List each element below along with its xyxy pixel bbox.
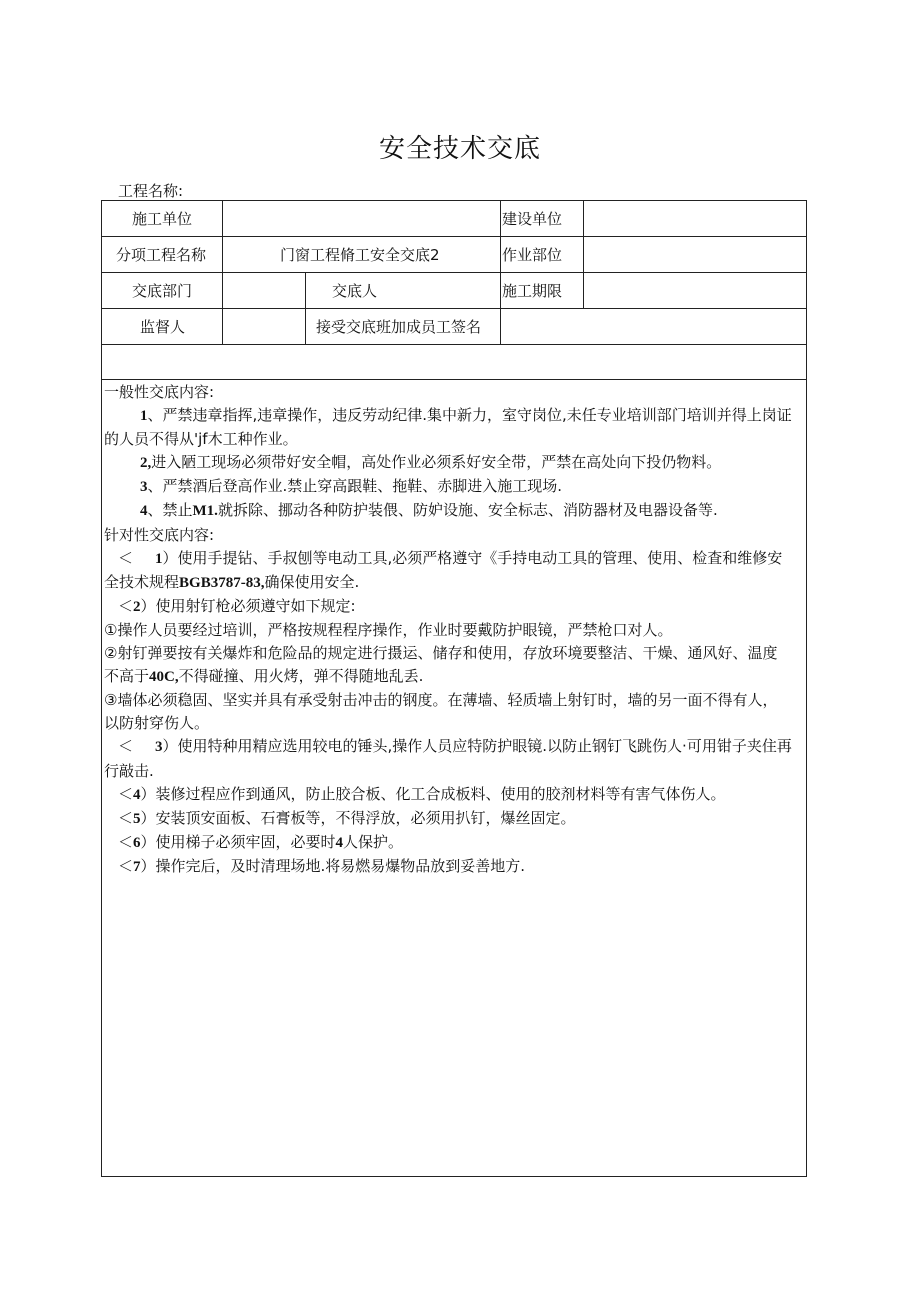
row-divider	[102, 272, 806, 273]
project-name-label: 工程名称:	[118, 182, 184, 200]
item-text: 、严禁违章指挥,违章操作，违反劳动纪律.集中新力，室守岗位,未任专业培训部门培训并得上岗证	[147, 406, 792, 425]
col-divider	[222, 201, 223, 344]
item-text: ）使用射钉枪必须遵守如下规定:	[140, 596, 356, 615]
item-text: ）安装顶安面板、石膏板等，不得浮放，必须用扒钉，爆丝固定。	[140, 808, 576, 827]
specific-item-3	[104, 735, 806, 759]
specific-item-6	[104, 831, 806, 855]
item-number: 4	[133, 786, 141, 803]
sub-project-value[interactable]: 门窗工程脩工安全交底2	[280, 246, 440, 264]
item-text: ）使用手提钻、手叔刨等电动工具,必须严格遵守《手持电动工具的管理、使用、检査和维修安	[162, 548, 783, 567]
general-item-2	[104, 451, 806, 475]
specific-item-4	[104, 783, 806, 807]
item-text: ）使用梯子必须牢固，必要时	[140, 832, 336, 851]
general-heading: 一般性交底内容:	[104, 383, 215, 401]
specific-item-1	[104, 547, 806, 571]
item-number: 2,	[140, 455, 152, 472]
item-text: 不高于	[104, 667, 150, 686]
item-prefix: ＜	[118, 808, 134, 827]
specific-item-2-sub-3-cont: 以防射穿伤人。	[104, 714, 210, 733]
item-bold: 40C,	[149, 669, 179, 686]
briefing-content	[102, 381, 806, 879]
item-text: 全技术规程	[104, 572, 180, 591]
item-text: 、严禁酒后登高作业.禁止穿高跟鞋、拖鞋、赤脚进入施工现场.	[147, 477, 563, 496]
item-number: 5	[133, 810, 141, 827]
row-divider	[102, 344, 806, 345]
supervisor-label: 监督人	[140, 318, 186, 336]
briefing-form	[101, 200, 807, 1177]
item-prefix: ＜	[118, 856, 134, 875]
specific-item-2-sub-1: ①操作人员要经过培训，严格按规程程序操作，作业时要戴防护眼镜，严禁枪口对人。	[104, 620, 673, 639]
signature-label: 接受交底班加成员工签名	[316, 318, 482, 336]
item-prefix: ＜	[118, 596, 134, 615]
construction-unit-label: 施工单位	[132, 210, 193, 228]
item-prefix: ＜	[118, 832, 134, 851]
general-item-1	[104, 404, 806, 428]
item-number: 1	[155, 550, 163, 567]
item-number: 1	[140, 408, 148, 425]
item-text: 确保使用安全.	[264, 572, 360, 591]
item-text: 、禁止	[147, 501, 193, 520]
row-divider	[102, 379, 806, 380]
row-divider	[102, 308, 806, 309]
specific-item-2-sub-2-cont	[104, 665, 806, 689]
item-prefix: ＜	[118, 737, 134, 756]
period-label: 施工期限	[502, 282, 563, 300]
specific-item-7	[104, 855, 806, 879]
specific-item-1-cont	[104, 571, 806, 595]
specific-item-2-sub-2: ②射钉弹要按有关爆炸和危险品的规定进行摄运、储存和使用，存放环境要整洁、干燥、通风好、温度	[104, 644, 778, 663]
specific-heading: 针对性交底内容:	[104, 525, 215, 544]
item-text: 不得碰撞、用火烤，弹不得随地乱丢.	[178, 667, 424, 686]
general-item-1-cont: 的人员不得从'jf木工种作业。	[104, 430, 298, 449]
document-title: 安全技术交底	[378, 134, 541, 164]
item-text: 就拆除、挪动各种防护装偎、防妒设施、安全标志、消防器材及电器设备等.	[217, 501, 718, 520]
col-divider	[583, 201, 584, 308]
col-divider	[500, 201, 501, 344]
specific-item-2-sub-3: ③墙体必须稳固、坚实并具有承受射击冲击的钢度。在薄墙、轻质墙上射钉时，墙的另一面不得有人，	[104, 691, 778, 710]
item-text: 进入陋工现场必须带好安全帽，高处作业必须系好安全带，严禁在高处向下投仍物料。	[151, 453, 722, 472]
item-number: 2	[133, 598, 141, 615]
builder-unit-label: 建设单位	[502, 210, 563, 228]
general-item-4	[104, 499, 806, 523]
item-bold: 4	[335, 834, 344, 851]
specific-item-5	[104, 807, 806, 831]
item-number: 3	[155, 739, 163, 756]
col-divider	[305, 272, 306, 344]
item-number: 3	[140, 479, 148, 496]
row-divider	[102, 236, 806, 237]
item-text: 人保护。	[343, 832, 404, 851]
work-area-label: 作业部位	[502, 246, 563, 264]
item-text: ）使用特种用精应选用较电的锤头,操作人员应特防护眼镜.以防止钢钉飞跳伤人·可用钳子夹住再	[162, 737, 792, 756]
general-item-3	[104, 475, 806, 499]
item-prefix: ＜	[118, 784, 134, 803]
briefer-label: 交底人	[332, 282, 378, 300]
item-number: 7	[133, 858, 141, 875]
item-text: ）操作完后，及时清理场地.将易燃易爆物品放到妥善地方.	[140, 856, 526, 875]
item-number: 6	[133, 834, 141, 851]
specific-item-2	[104, 595, 806, 619]
item-prefix: ＜	[118, 548, 134, 567]
item-bold: M1.	[192, 503, 218, 520]
dept-label: 交底部门	[132, 282, 193, 300]
item-text: ）装修过程应作到通风，防止胶合板、化工合成板料、使用的胶剂材料等有害气体伤人。	[140, 784, 726, 803]
item-bold: BGB3787-83,	[179, 574, 265, 591]
specific-item-3-cont: 行敲击.	[104, 761, 154, 780]
sub-project-label: 分项工程名称	[116, 246, 207, 264]
item-number: 4	[140, 503, 148, 520]
